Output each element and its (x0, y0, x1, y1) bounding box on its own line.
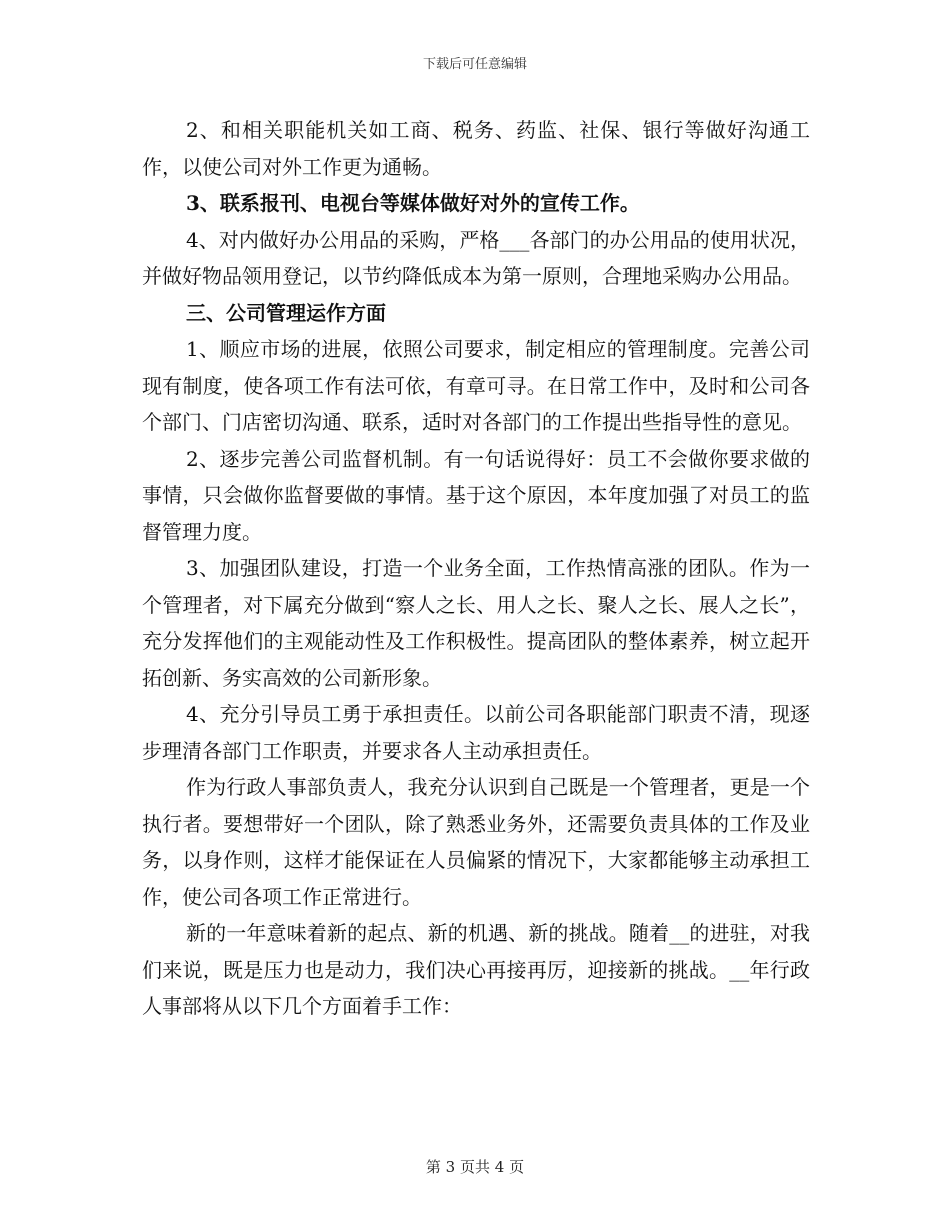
document-body (142, 112, 810, 1025)
section-heading: 三、公司管理运作方面 (186, 300, 386, 325)
paragraph: 2、逐步完善公司监督机制。有一句话说得好：员工不会做你要求做的事情，只会做你监督要做的事情。基于这个原因，本年度加强了对员工的监督管理力度。 (142, 446, 810, 544)
paragraph: 4、对内做好办公用品的采购，严格___各部门的办公用品的使用状况，并做好物品领用登记，以节约降低成本为第一原则，合理地采购办公用品。 (142, 227, 810, 288)
page-header: 下载后可任意编辑 (422, 57, 527, 72)
paragraph: 1、顺应市场的进展，依照公司要求，制定相应的管理制度。完善公司现有制度，使各项工作有法可依，有章可寻。在日常工作中，及时和公司各个部门、门店密切沟通、联系，适时对各部门的工作提出些指导性的意见。 (142, 337, 810, 434)
paragraph: 3、联系报刊、电视台等媒体做好对外的宣传工作。 (186, 191, 640, 215)
paragraph: 2、和相关职能机关如工商、税务、药监、社保、银行等做好沟通工作，以使公司对外工作更为通畅。 (142, 118, 810, 179)
paragraph: 新的一年意味着新的起点、新的机遇、新的挑战。随着__的进驻，对我们来说，既是压力也是动力，我们决心再接再厉，迎接新的挑战。__年行政人事部将从以下几个方面着手工作： (142, 921, 810, 1018)
paragraph: 4、充分引导员工勇于承担责任。以前公司各职能部门职责不清，现逐步理清各部门工作职责，并要求各人主动承担责任。 (142, 702, 810, 763)
paragraph: 3、加强团队建设，打造一个业务全面，工作热情高涨的团队。作为一个管理者，对下属充分做到“察人之长、用人之长、聚人之长、展人之长”，充分发挥他们的主观能动性及工作积极性。提高团队的整体素养，树立起开拓创新、务实高效的公司新形象。 (142, 556, 810, 690)
page-footer: 第 3 页共 4 页 (425, 1158, 525, 1176)
paragraph: 作为行政人事部负责人，我充分认识到自己既是一个管理者，更是一个执行者。要想带好一个团队，除了熟悉业务外，还需要负责具体的工作及业务，以身作则，这样才能保证在人员偏紧的情况下，大家都能够主动承担工作，使公司各项工作正常进行。 (142, 775, 810, 909)
